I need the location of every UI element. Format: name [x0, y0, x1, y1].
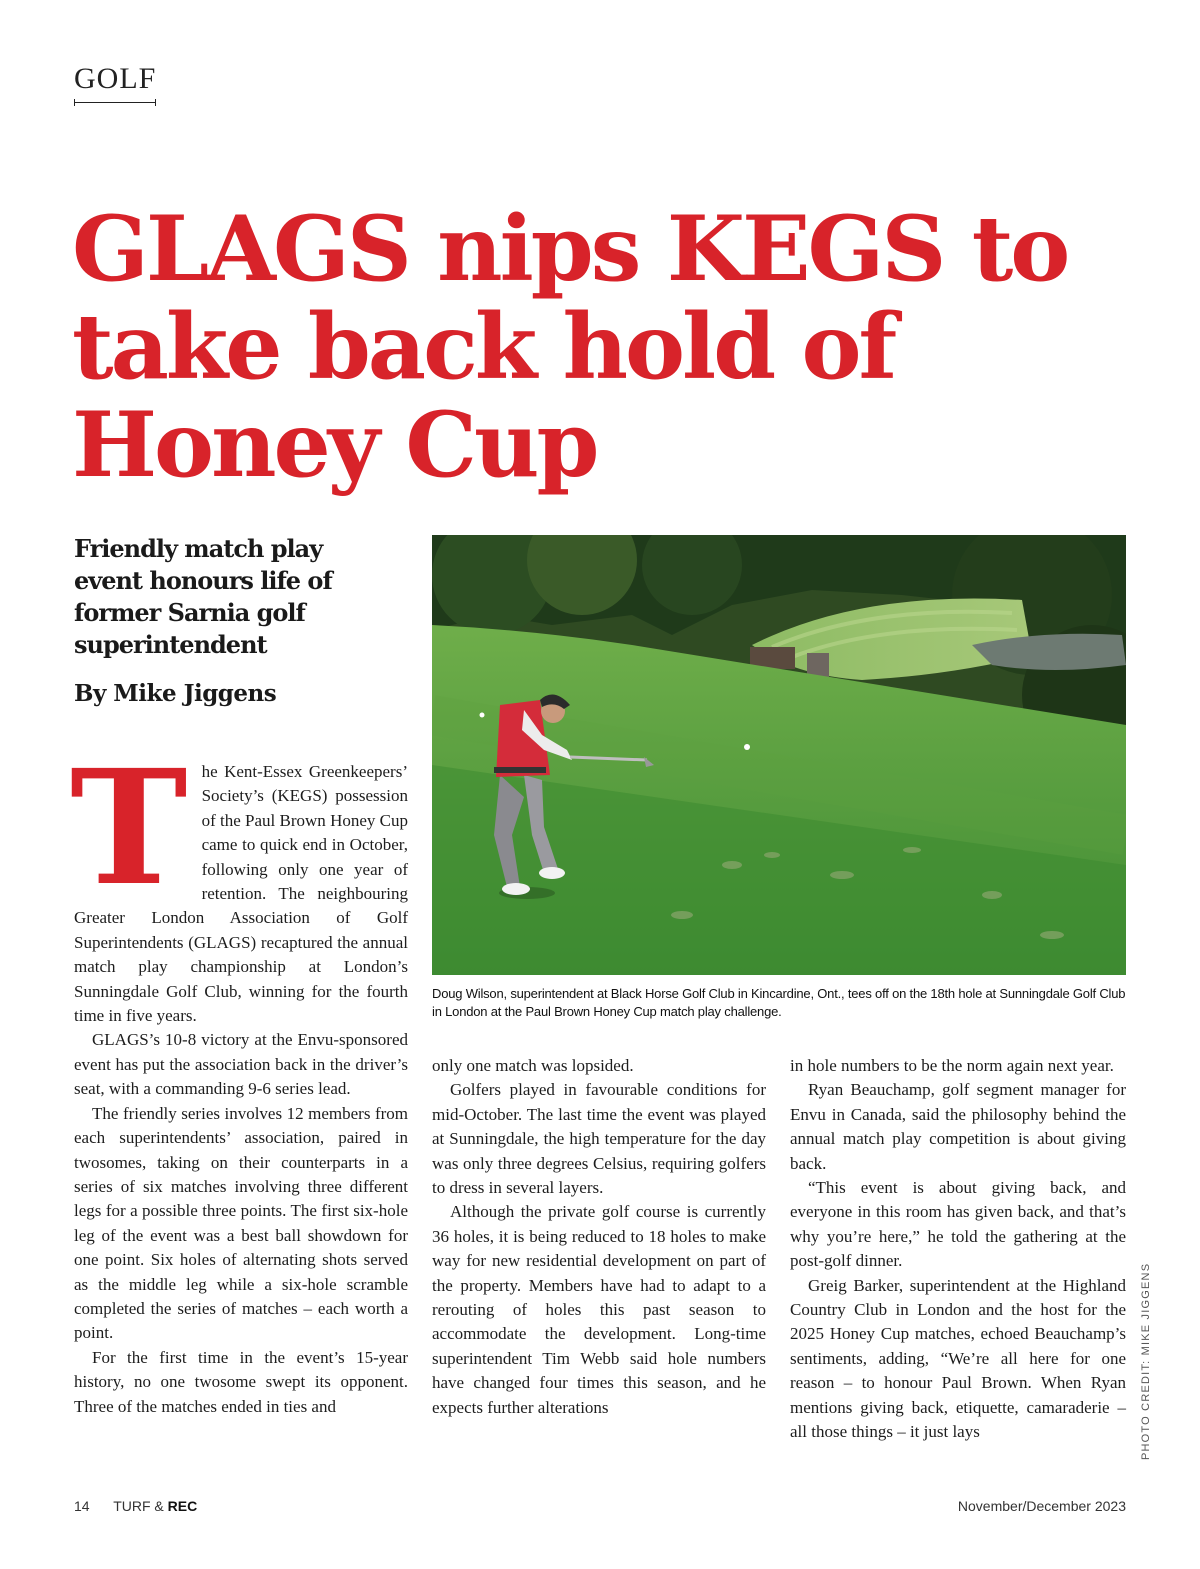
paragraph: The friendly series involves 12 members from each superintendents’ association, paired in twosomes, taking on their counterparts in a series of six matches involving three different legs for a possible three points. The first six-hole leg of the event was a best ball showdown for one point. Six holes of alternating shots served as the middle leg while a six-hole scramble completed the series of matches – each worth a point.	[74, 1103, 408, 1343]
byline: By Mike Jiggens	[74, 680, 277, 707]
paragraph: in hole numbers to be the norm again next year.	[790, 1056, 1114, 1075]
photo-ball	[744, 744, 750, 750]
paragraph: only one match was lopsided.	[432, 1056, 634, 1075]
deck-subheading: Friendly match play event honours life of former Sarnia golf superintendent	[74, 534, 332, 659]
paragraph: Ryan Beauchamp, golf segment manager for Envu in Canada, said the philosophy behind the annual match play competition is about giving back.	[790, 1080, 1126, 1173]
footer-left	[74, 1498, 197, 1514]
page-number: 14	[74, 1498, 90, 1514]
body-column-3	[790, 1054, 1126, 1445]
photo-credit: PHOTO CREDIT: MIKE JIGGENS	[1140, 1262, 1152, 1460]
magazine-name-rec: REC	[167, 1498, 198, 1514]
drop-cap: T	[70, 736, 188, 921]
issue-date: November/December 2023	[957, 1498, 1126, 1514]
body-column-1	[70, 736, 408, 1419]
photo-caption: Doug Wilson, superintendent at Black Horse Golf Club in Kincardine, Ont., tees off on the 18th hole at Sunningdale Golf Club in London at the Paul Brown Honey Cup match play challenge.	[432, 986, 1126, 1019]
golf-photo	[432, 535, 1126, 975]
paragraph: he Kent-Essex Greenkeepers’ Society’s (KEGS) possession of the Paul Brown Honey Cup came to quick end in October, following only one year of retention. The neighbouring Greater London Association of Golf Superintendents (GLAGS) recaptured the annual match play championship at London’s Sunningdale Golf Club, winning for the fourth time in five years.	[74, 762, 408, 1026]
paragraph: Golfers played in favourable conditions for mid-October. The last time the event was played at Sunningdale, the high temperature for the day was only three degrees Celsius, requiring golfers to dress in several layers.	[432, 1080, 766, 1198]
magazine-name-turf: TURF &	[113, 1498, 164, 1514]
body-column-2	[432, 1054, 766, 1420]
paragraph: Although the private golf course is currently 36 holes, it is being reduced to 18 holes to make way for new residential development on part of the property. Members have had to adapt to a rerouting of holes this past season to accommodate the development. Long-time superintendent Tim Webb said hole numbers have changed four times this season, and he expects further alterations	[432, 1202, 766, 1417]
paragraph: Greig Barker, superintendent at the Highland Country Club in London and the host for the 2025 Honey Cup matches, echoed Beauchamp’s sentiments, adding, “We’re all here for one reason – to honour Paul Brown. When Ryan mentions giving back, etiquette, camaraderie – all those things – it just lays	[790, 1275, 1126, 1442]
paragraph: For the first time in the event’s 15-year history, no one twosome swept its opponent. Three of the matches ended in ties and	[74, 1347, 408, 1416]
paragraph: “This event is about giving back, and everyone in this room has given back, and that’s why you’re here,” he told the gathering at the post-golf dinner.	[790, 1178, 1126, 1271]
headline: GLAGS nips KEGS to take back hold of Honey Cup	[72, 196, 1068, 498]
paragraph: GLAGS’s 10-8 victory at the Envu-sponsored event has put the association back in the driver’s seat, with a commanding 9-6 series lead.	[74, 1030, 408, 1099]
section-label: GOLF	[74, 62, 156, 103]
